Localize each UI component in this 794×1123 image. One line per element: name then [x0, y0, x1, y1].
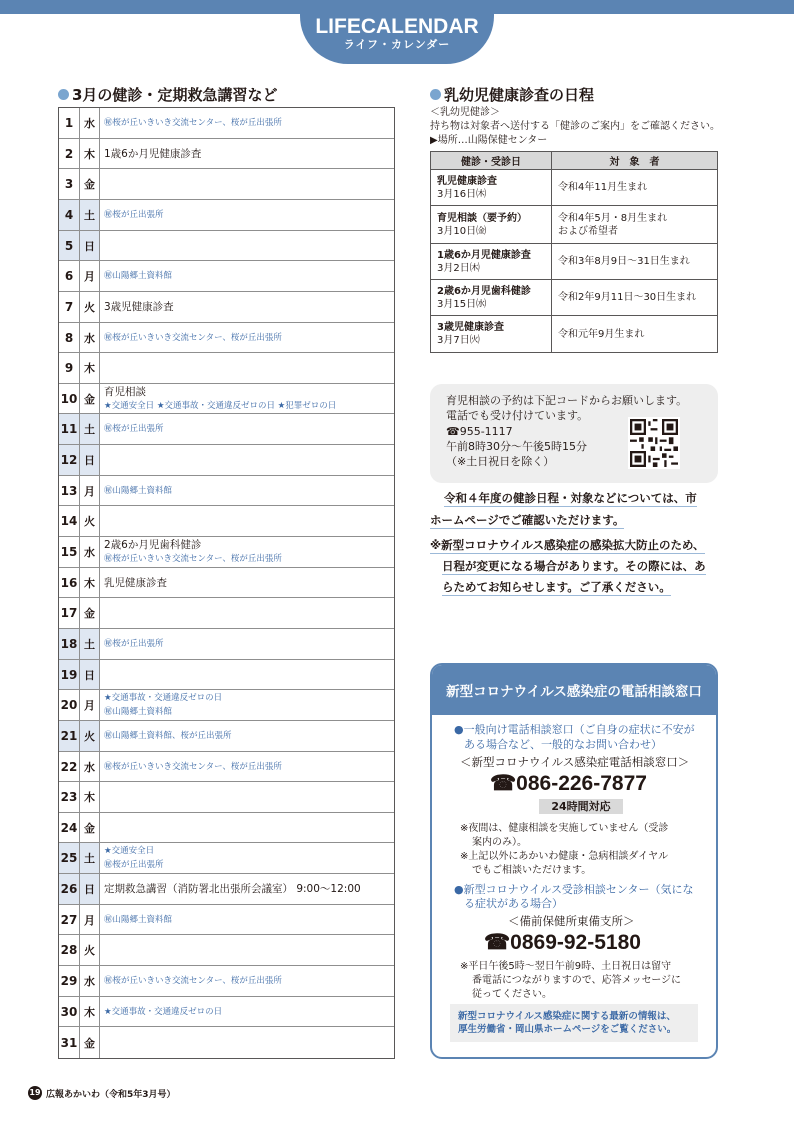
calendar-row [59, 905, 394, 935]
calendar-day-number: 9 [59, 353, 80, 383]
calendar-event: ㊙桜が丘いきいき交流センター、桜が丘出張所 [104, 976, 282, 986]
calendar-events [100, 843, 394, 873]
calendar-events [100, 384, 394, 413]
exam-name: 1歳6か月児健康診査 [437, 249, 531, 261]
bullet-icon [58, 89, 69, 100]
calendar-row [59, 874, 394, 905]
table-row [431, 206, 718, 244]
calendar-events [100, 935, 394, 965]
calendar-weekday: 木 [80, 568, 100, 597]
note-answering: ※平日午後5時～翌日午前9時、土日祝日は留守 [460, 961, 672, 972]
calendar-events [100, 108, 394, 138]
calendar-day-number: 5 [59, 231, 80, 260]
publication-name: 広報あかいわ（令和5年3月号） [46, 1090, 176, 1100]
calendar-events [100, 445, 394, 475]
calendar-day-number: 6 [59, 261, 80, 291]
testing-center-tel[interactable]: ☎0869-92-5180 [484, 931, 641, 954]
calendar-day-number: 16 [59, 568, 80, 597]
target-text: 令和4年11月生まれ [558, 182, 648, 193]
header-bar-left [0, 0, 302, 14]
calendar-events [100, 353, 394, 383]
exam-cell [431, 316, 552, 353]
header-bar-right [492, 0, 794, 14]
calendar-row [59, 1027, 394, 1058]
calendar-weekday: 金 [80, 1027, 100, 1058]
calendar-events [100, 629, 394, 659]
consult-info-box [430, 384, 718, 483]
page-number: 19 [28, 1086, 42, 1100]
calendar-row [59, 598, 394, 629]
table-header-exam: 健診・受診日 [431, 152, 552, 170]
qr-code-icon[interactable] [628, 417, 680, 469]
calendar-day-number: 27 [59, 905, 80, 934]
24h-badge: 24時間対応 [539, 799, 623, 814]
calendar-weekday: 火 [80, 506, 100, 536]
calendar-row [59, 721, 394, 752]
calendar-event: ★交通安全日 ★交通事故・交通違反ゼロの日 ★犯罪ゼロの日 [104, 400, 337, 411]
header-subtitle: ライフ・カレンダー [343, 38, 451, 51]
infant-schedule-table [430, 151, 718, 353]
calendar-row [59, 997, 394, 1027]
calendar-row [59, 813, 394, 843]
calendar-weekday: 月 [80, 905, 100, 934]
table-row [431, 316, 718, 353]
note-schedule-line1: 令和４年度の健診日程・対象などについては、市 [444, 491, 697, 505]
calendar-weekday: 水 [80, 323, 100, 352]
calendar-weekday: 日 [80, 874, 100, 904]
calendar-weekday: 火 [80, 935, 100, 965]
calendar-day-number: 3 [59, 169, 80, 199]
calendar-events [100, 660, 394, 689]
target-text: 令和4年5月・8月生まれ [558, 212, 668, 224]
exam-date: 3月16日㈭ [437, 188, 487, 200]
testing-center-heading: ●新型コロナウイルス受診相談センター（気にな [454, 883, 694, 896]
exam-cell [431, 244, 552, 280]
calendar-day-number: 31 [59, 1027, 80, 1058]
calendar-day-number: 1 [59, 108, 80, 138]
target-cell [552, 206, 718, 244]
calendar-row [59, 966, 394, 997]
exam-name: 3歳児健康診査 [437, 322, 504, 333]
calendar-day-number: 25 [59, 843, 80, 873]
calendar-event: ★交通事故・交通違反ゼロの日 [104, 693, 223, 703]
calendar-day-number: 20 [59, 690, 80, 720]
exam-name: 乳児健康診査 [437, 175, 497, 187]
exam-date: 3月7日㈫ [437, 335, 480, 346]
calendar-event: ㊙桜が丘出張所 [104, 639, 164, 649]
calendar-day-number: 17 [59, 598, 80, 628]
calendar-day-number: 12 [59, 445, 80, 475]
target-text: 令和元年9月生まれ [558, 328, 645, 340]
calendar-events [100, 323, 394, 352]
calendar-day-number: 28 [59, 935, 80, 965]
note-night: ※夜間は、健康相談を実施していません（受診 [460, 823, 669, 834]
calendar-event: ㊙山陽郷土資料館、桜が丘出張所 [104, 731, 232, 741]
calendar-event: 乳児健康診査 [104, 576, 167, 589]
calendar-events [100, 139, 394, 168]
calendar-weekday: 金 [80, 598, 100, 628]
calendar-day-number: 23 [59, 782, 80, 812]
calendar-event: ㊙桜が丘出張所 [104, 424, 164, 434]
exam-cell [431, 206, 552, 244]
calendar-weekday: 土 [80, 629, 100, 659]
exam-name: 育児相談（要予約） [437, 212, 527, 224]
calendar-weekday: 土 [80, 843, 100, 873]
calendar-row [59, 690, 394, 721]
note-covid-line1: ※新型コロナウイルス感染症の感染拡大防止のため、 [430, 538, 705, 552]
target-cell [552, 280, 718, 316]
calendar-event: ㊙桜が丘出張所 [104, 860, 164, 870]
calendar-day-number: 18 [59, 629, 80, 659]
target-cell [552, 244, 718, 280]
exam-name: 2歳6か月児歯科健診 [437, 285, 531, 297]
calendar-event: ㊙桜が丘いきいき交流センター、桜が丘出張所 [104, 554, 282, 564]
calendar-row [59, 629, 394, 660]
calendar-row [59, 506, 394, 537]
target-cell [552, 170, 718, 206]
calendar-weekday: 金 [80, 384, 100, 413]
calendar-weekday: 日 [80, 660, 100, 689]
note-night-cont: 案内のみ）。 [472, 837, 527, 848]
calendar-day-number: 13 [59, 476, 80, 505]
info-closed: （※土日祝日を除く） [446, 455, 555, 468]
calendar-row [59, 323, 394, 353]
calendar-events [100, 997, 394, 1026]
calendar-event: ㊙桜が丘出張所 [104, 210, 164, 220]
general-consult-heading: ●一般向け電話相談窓口（ご自身の症状に不安が [454, 723, 695, 736]
calendar-row [59, 414, 394, 445]
calendar-events [100, 537, 394, 567]
calendar-row [59, 108, 394, 139]
calendar-row [59, 476, 394, 506]
general-consult-tel[interactable]: ☎086-226-7877 [490, 772, 647, 795]
exam-cell [431, 280, 552, 316]
calendar-events [100, 782, 394, 812]
exam-date: 3月15日㈬ [437, 298, 487, 310]
calendar-row [59, 384, 394, 414]
testing-center-name: ＜備前保健所東備支所＞ [508, 914, 635, 928]
exam-date: 3月10日㈮ [437, 225, 487, 237]
calendar-events [100, 169, 394, 199]
calendar-events [100, 1027, 394, 1058]
calendar-event: ㊙桜が丘いきいき交流センター、桜が丘出張所 [104, 761, 282, 772]
calendar-weekday: 金 [80, 813, 100, 842]
infant-place: ▶場所…山陽保健センター [430, 135, 548, 146]
calendar-day-number: 8 [59, 323, 80, 352]
calendar-events [100, 261, 394, 291]
calendar-event: ㊙桜が丘いきいき交流センター、桜が丘出張所 [104, 332, 282, 343]
calendar-event: 2歳6か月児歯科健診 [104, 539, 202, 551]
calendar-weekday: 水 [80, 537, 100, 567]
calendar-row [59, 782, 394, 813]
calendar-event: ★交通事故・交通違反ゼロの日 [104, 1006, 223, 1017]
calendar-weekday: 水 [80, 752, 100, 781]
calendar-day-number: 15 [59, 537, 80, 567]
calendar-row [59, 935, 394, 966]
calendar-events [100, 476, 394, 505]
bullet-icon [430, 89, 441, 100]
info-line: 電話でも受け付けています。 [446, 409, 589, 422]
note-schedule-line2: ホームページでご確認いただけます。 [430, 513, 625, 527]
calendar-day-number: 2 [59, 139, 80, 168]
calendar-event: 3歳児健康診査 [104, 301, 174, 313]
calendar-event: 育児相談 [104, 385, 146, 398]
testing-center-heading-cont: る症状がある場合） [464, 897, 563, 910]
calendar-events [100, 231, 394, 260]
info-hours: 午前8時30分～午後5時15分 [446, 440, 587, 453]
calendar-event: 1歳6か月児健康診査 [104, 147, 202, 160]
calendar-row [59, 568, 394, 598]
table-row [431, 280, 718, 316]
target-text: 令和3年8月9日～31日生まれ [558, 256, 690, 267]
calendar-event: ㊙山陽郷土資料館 [104, 707, 173, 717]
general-consult-heading-cont: ある場合など、一般的なお問い合わせ） [464, 738, 662, 751]
calendar-events [100, 752, 394, 781]
calendar-day-number: 24 [59, 813, 80, 842]
calendar-events [100, 813, 394, 842]
note-answering-cont: 番電話につながりますので、応答メッセージに [472, 975, 681, 986]
calendar-event: ★交通安全日 [104, 846, 155, 856]
header-tab [300, 0, 494, 64]
calendar-day-number: 22 [59, 752, 80, 781]
calendar-event: 定期救急講習（消防署北出張所会議室） 9:00～12:00 [104, 883, 361, 895]
calendar-row [59, 292, 394, 323]
calendar-row [59, 169, 394, 200]
note-covid-line3: らためてお知らせします。ご了承ください。 [442, 580, 671, 594]
calendar-event: ㊙山陽郷土資料館 [104, 271, 173, 281]
calendar-day-number: 7 [59, 292, 80, 322]
infant-heading: 乳幼児健康診査の日程 [430, 84, 594, 105]
calendar-events [100, 721, 394, 751]
calendar-row [59, 752, 394, 782]
calendar-day-number: 4 [59, 200, 80, 230]
note-other-dial-cont: でもご相談いただけます。 [472, 865, 592, 876]
calendar-weekday: 金 [80, 169, 100, 199]
calendar-day-number: 21 [59, 721, 80, 751]
calendar-weekday: 火 [80, 292, 100, 322]
calendar-row [59, 261, 394, 292]
calendar-table [58, 107, 395, 1059]
calendar-events [100, 690, 394, 720]
calendar-heading: 3月の健診・定期救急講習など [58, 84, 277, 105]
calendar-row [59, 139, 394, 169]
calendar-day-number: 10 [59, 384, 80, 413]
calendar-weekday: 月 [80, 690, 100, 720]
calendar-row [59, 843, 394, 874]
calendar-day-number: 30 [59, 997, 80, 1026]
calendar-day-number: 29 [59, 966, 80, 996]
calendar-events [100, 905, 394, 934]
calendar-events [100, 966, 394, 996]
covid-consult-box [430, 663, 718, 1059]
calendar-events [100, 414, 394, 444]
calendar-events [100, 568, 394, 597]
calendar-weekday: 木 [80, 782, 100, 812]
calendar-weekday: 火 [80, 721, 100, 751]
table-row [431, 244, 718, 280]
target-cell [552, 316, 718, 353]
calendar-event: ㊙山陽郷土資料館 [104, 485, 173, 496]
calendar-day-number: 14 [59, 506, 80, 536]
header-title: LIFECALENDAR [315, 15, 479, 38]
calendar-weekday: 日 [80, 231, 100, 260]
calendar-row [59, 353, 394, 384]
calendar-row [59, 537, 394, 568]
calendar-events [100, 292, 394, 322]
calendar-row [59, 231, 394, 261]
note-answering-cont2: 従ってください。 [472, 989, 552, 1000]
calendar-weekday: 木 [80, 353, 100, 383]
infant-subheading: ＜乳幼児健診＞ [430, 107, 500, 118]
calendar-weekday: 月 [80, 476, 100, 505]
calendar-row [59, 445, 394, 476]
calendar-weekday: 水 [80, 108, 100, 138]
note-covid-line2: 日程が変更になる場合があります。その際には、あ [442, 559, 706, 573]
info-tel: ☎955-1117 [446, 425, 513, 438]
exam-cell [431, 170, 552, 206]
calendar-event: ㊙桜が丘いきいき交流センター、桜が丘出張所 [104, 118, 282, 128]
calendar-weekday: 木 [80, 997, 100, 1026]
target-text: 令和2年9月11日～30日生まれ [558, 292, 697, 303]
calendar-weekday: 木 [80, 139, 100, 168]
calendar-row [59, 660, 394, 690]
calendar-events [100, 598, 394, 628]
covid-box-title: 新型コロナウイルス感染症の電話相談窓口 [432, 665, 716, 715]
calendar-day-number: 19 [59, 660, 80, 689]
calendar-weekday: 月 [80, 261, 100, 291]
target-text: および希望者 [558, 225, 618, 237]
table-header-target: 対 象 者 [552, 152, 718, 170]
calendar-weekday: 日 [80, 445, 100, 475]
calendar-events [100, 200, 394, 230]
calendar-day-number: 26 [59, 874, 80, 904]
calendar-weekday: 土 [80, 414, 100, 444]
calendar-events [100, 874, 394, 904]
calendar-row [59, 200, 394, 231]
calendar-event: ㊙山陽郷土資料館 [104, 914, 173, 925]
info-line: 育児相談の予約は下記コードからお願いします。 [446, 394, 688, 407]
calendar-day-number: 11 [59, 414, 80, 444]
calendar-weekday: 土 [80, 200, 100, 230]
exam-date: 3月2日㈭ [437, 262, 480, 274]
general-consult-name: ＜新型コロナウイルス感染症電話相談窓口＞ [460, 755, 690, 769]
table-row [431, 170, 718, 206]
calendar-weekday: 水 [80, 966, 100, 996]
calendar-events [100, 506, 394, 536]
note-other-dial: ※上記以外にあかいわ健康・急病相談ダイヤル [460, 851, 669, 862]
infant-bring-note: 持ち物は対象者へ送付する「健診のご案内」をご確認ください。 [430, 121, 720, 132]
latest-info-note: 新型コロナウイルス感染症に関する最新の情報は、 厚生労働省・岡山県ホームページをご覧ください。 [450, 1004, 698, 1042]
